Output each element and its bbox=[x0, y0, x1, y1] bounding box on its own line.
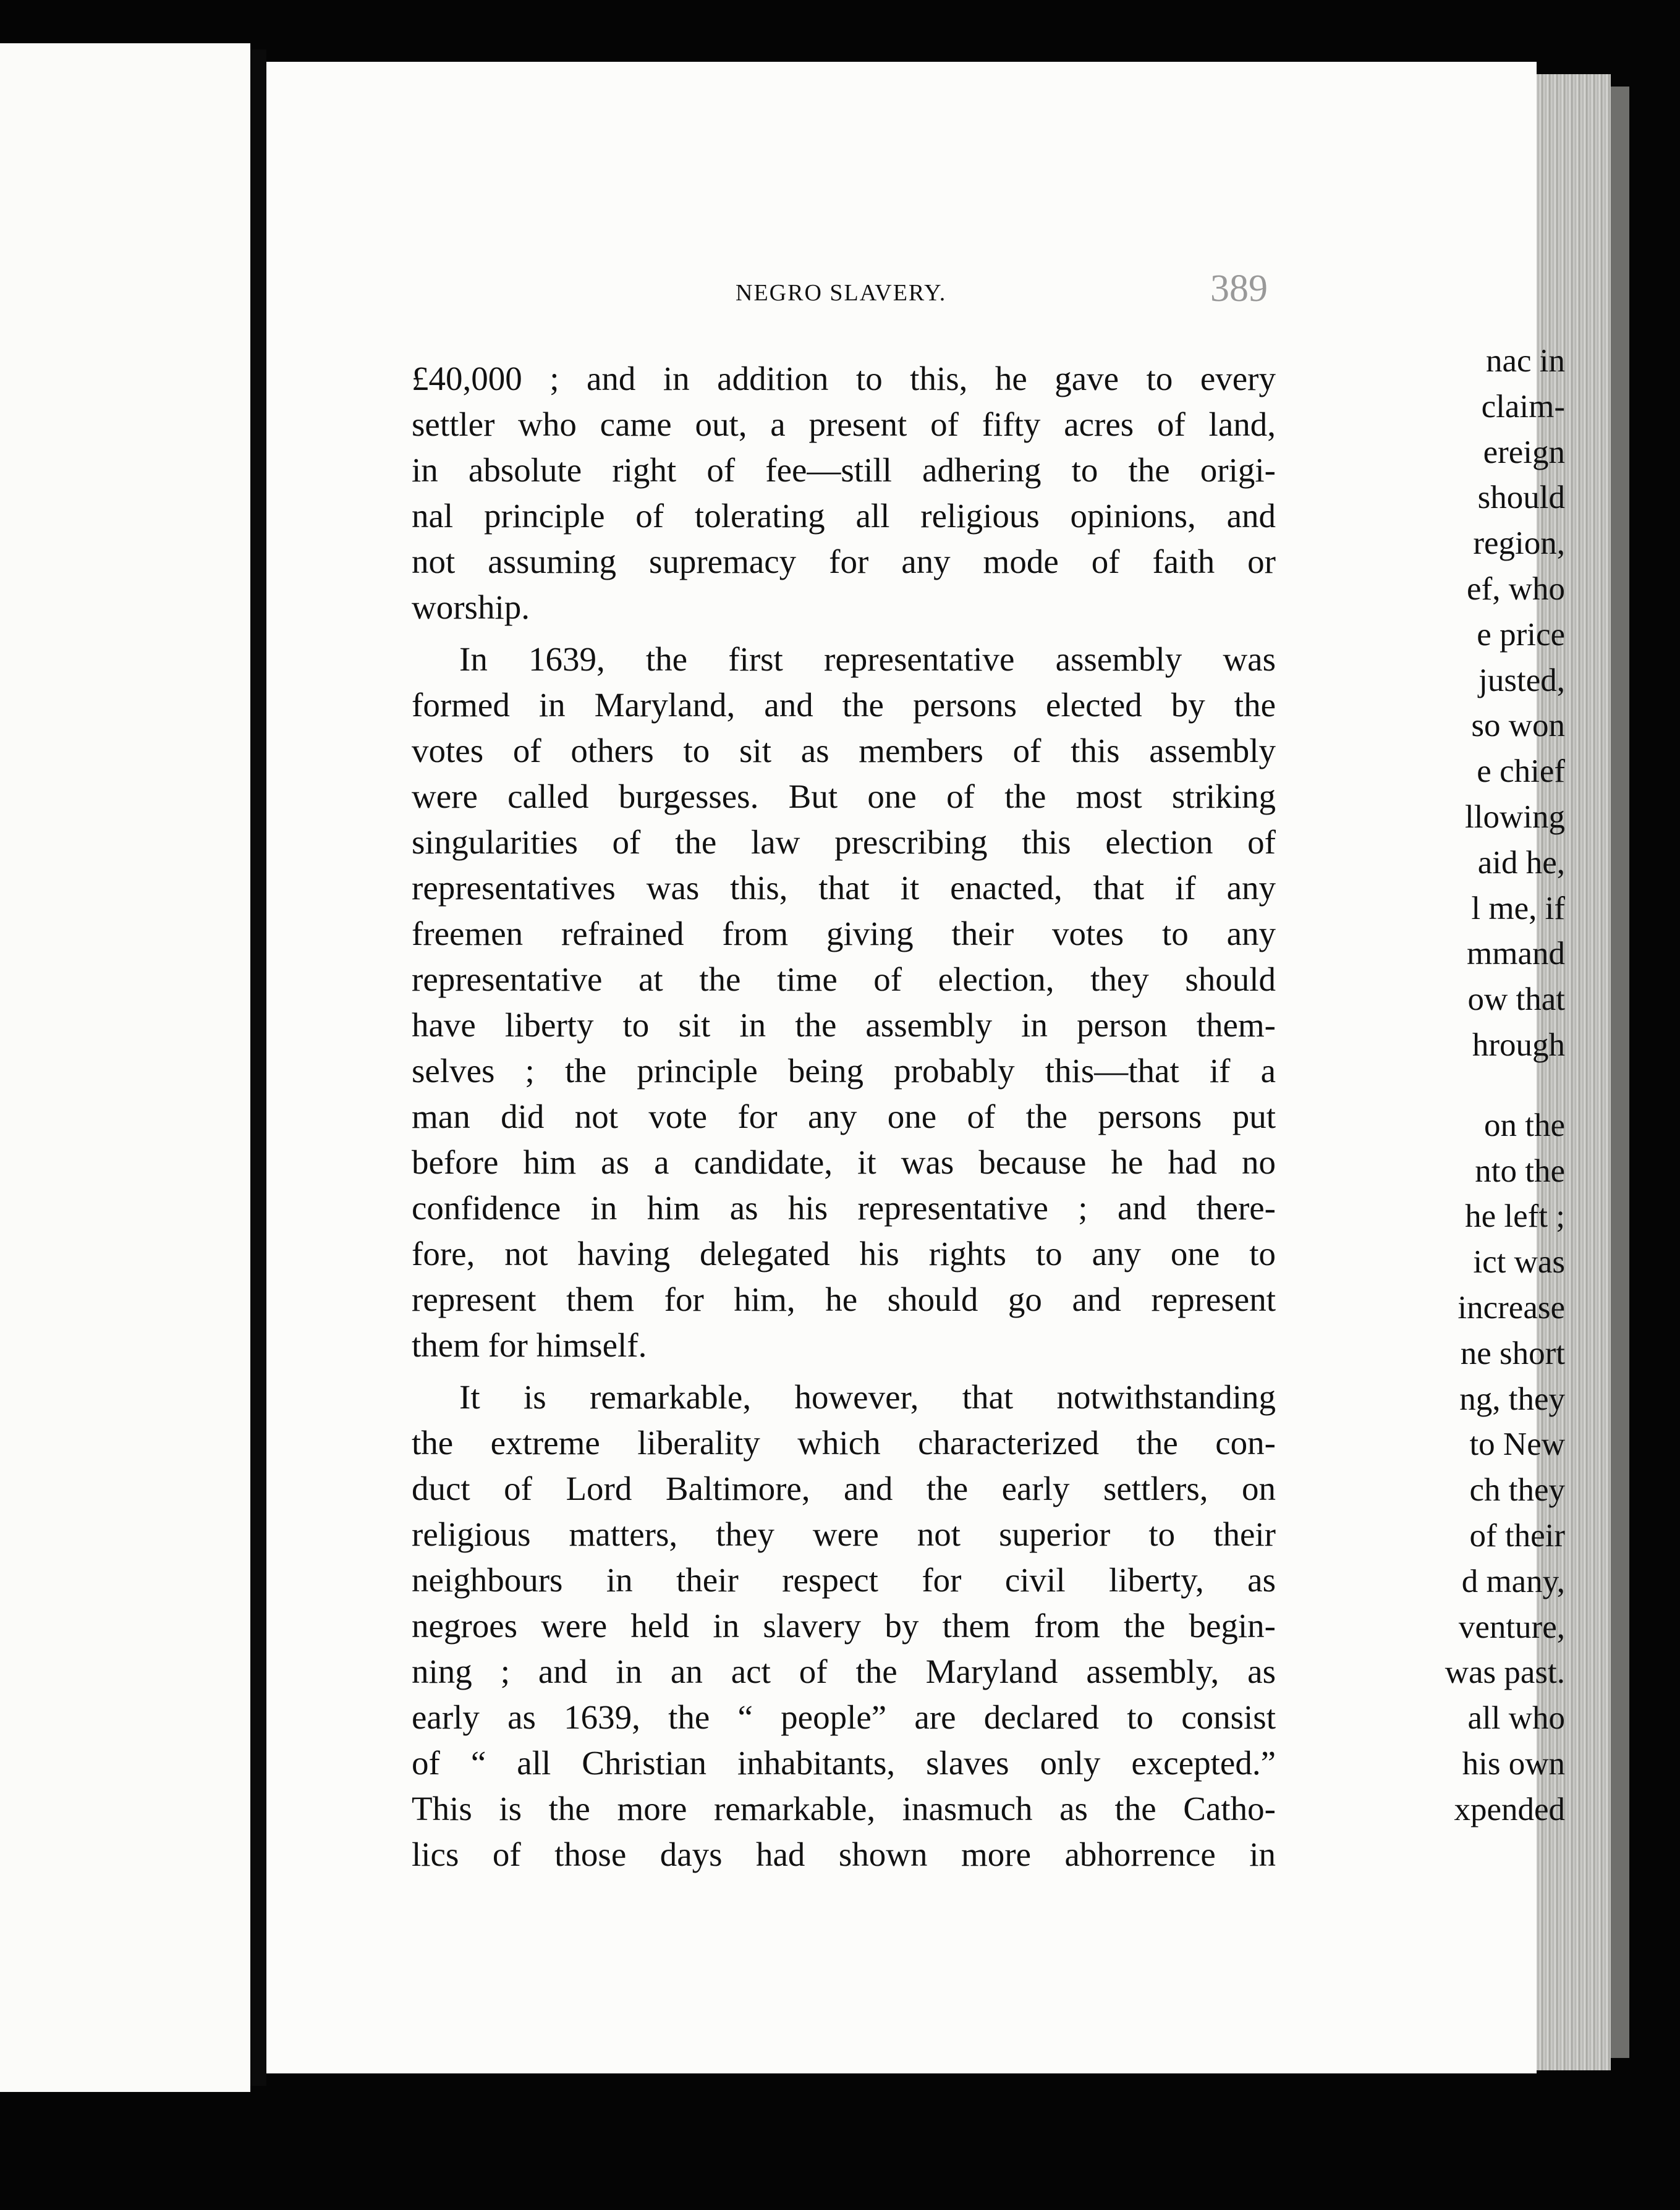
left-line: aid he, bbox=[1477, 844, 1565, 881]
text-line: singularities of the law prescribing this election of bbox=[412, 823, 1276, 861]
text-line: lics of those days had shown more abhorrence in bbox=[412, 1835, 1276, 1873]
book-gutter bbox=[250, 49, 266, 2086]
text-line: nal principle of tolerating all religious opinions, and bbox=[412, 497, 1276, 535]
page-edge-shadow bbox=[1611, 87, 1629, 2058]
text-line: ning ; and in an act of the Maryland assembly, as bbox=[412, 1653, 1276, 1690]
text-line: them for himself. bbox=[412, 1326, 647, 1364]
left-line: region, bbox=[1473, 525, 1565, 562]
left-line: ow that bbox=[1467, 981, 1565, 1018]
left-page-text bbox=[1361, 339, 1565, 1833]
left-line: increase bbox=[1457, 1289, 1565, 1326]
text-line: early as 1639, the “ people” are declared to consist bbox=[412, 1698, 1276, 1736]
text-line: neighbours in their respect for civil liberty, as bbox=[412, 1561, 1276, 1599]
left-line: he left ; bbox=[1465, 1198, 1565, 1235]
text-line: fore, not having delegated his rights to any one to bbox=[412, 1235, 1276, 1272]
text-line: formed in Maryland, and the persons elected by the bbox=[412, 686, 1276, 724]
text-line: representatives was this, that it enacted, that if any bbox=[412, 869, 1276, 907]
left-fragments-block-2 bbox=[1361, 1103, 1565, 1833]
text-line: duct of Lord Baltimore, and the early settlers, on bbox=[412, 1470, 1276, 1507]
left-line: all who bbox=[1467, 1700, 1565, 1737]
left-line: ef, who bbox=[1467, 570, 1565, 607]
text-line: have liberty to sit in the assembly in person them- bbox=[412, 1006, 1276, 1044]
running-head: NEGRO SLAVERY. bbox=[736, 280, 947, 306]
paragraph-3 bbox=[412, 1374, 1276, 1878]
text-line: man did not vote for any one of the persons put bbox=[412, 1098, 1276, 1135]
paragraph-gap bbox=[412, 630, 1276, 637]
left-line: his own bbox=[1462, 1745, 1565, 1782]
left-line: of their bbox=[1469, 1517, 1565, 1554]
text-line: selves ; the principle being probably this—that if a bbox=[412, 1052, 1276, 1090]
left-line: ng, they bbox=[1459, 1381, 1565, 1417]
text-line: negroes were held in slavery by them from the begin- bbox=[412, 1607, 1276, 1645]
text-line: This is the more remarkable, inasmuch as the Catho- bbox=[412, 1790, 1276, 1827]
text-line: votes of others to sit as members of this assembly bbox=[412, 732, 1276, 769]
paragraph-1 bbox=[412, 356, 1276, 630]
left-page bbox=[0, 43, 250, 2092]
text-line: £40,000 ; and in addition to this, he gave to every bbox=[412, 360, 1276, 397]
left-line: xpended bbox=[1454, 1791, 1565, 1827]
left-line: hrough bbox=[1472, 1027, 1565, 1063]
left-line: d many, bbox=[1461, 1563, 1565, 1599]
left-line: justed, bbox=[1478, 662, 1565, 698]
body-text bbox=[412, 356, 1276, 1878]
left-line: e price bbox=[1477, 616, 1565, 653]
left-line: mmand bbox=[1467, 936, 1565, 972]
left-line: e chief bbox=[1477, 753, 1565, 790]
left-line: llowing bbox=[1465, 798, 1565, 835]
text-line: It is remarkable, however, that notwithstanding bbox=[459, 1378, 1276, 1416]
left-line: ereign bbox=[1483, 434, 1565, 470]
left-line: was past. bbox=[1445, 1654, 1565, 1691]
text-line: settler who came out, a present of fifty acres of land, bbox=[412, 405, 1276, 443]
text-line: before him as a candidate, it was because he had no bbox=[412, 1143, 1276, 1181]
text-line: freemen refrained from giving their votes to any bbox=[412, 915, 1276, 952]
paragraph-gap bbox=[412, 1368, 1276, 1374]
text-line: the extreme liberality which characterized the con- bbox=[412, 1424, 1276, 1462]
left-line: to New bbox=[1469, 1426, 1565, 1463]
left-line: nto the bbox=[1475, 1153, 1565, 1189]
text-line: not assuming supremacy for any mode of faith or bbox=[412, 543, 1276, 580]
text-line: In 1639, the first representative assembly was bbox=[459, 640, 1276, 678]
left-line: should bbox=[1477, 480, 1565, 516]
left-line: ict was bbox=[1473, 1244, 1565, 1281]
left-line: nac in bbox=[1485, 343, 1565, 379]
left-paragraph-gap bbox=[1361, 1069, 1565, 1103]
left-line: on the bbox=[1484, 1107, 1565, 1143]
text-line: represent them for him, he should go and represent bbox=[412, 1281, 1276, 1318]
text-line: confidence in him as his representative ; and there- bbox=[412, 1189, 1276, 1227]
paragraph-2 bbox=[412, 637, 1276, 1368]
left-line: claim- bbox=[1481, 388, 1565, 425]
text-line: were called burgesses. But one of the most striking bbox=[412, 777, 1276, 815]
text-line: in absolute right of fee—still adhering to the origi- bbox=[412, 451, 1276, 489]
left-line: so won bbox=[1471, 708, 1565, 744]
text-line: religious matters, they were not superior to their bbox=[412, 1515, 1276, 1553]
text-line: worship. bbox=[412, 588, 530, 626]
left-line: l me, if bbox=[1471, 890, 1565, 926]
page-number: 389 bbox=[1210, 268, 1268, 310]
left-fragments-block-1 bbox=[1361, 339, 1565, 1069]
text-line: of “ all Christian inhabitants, slaves only excepted.” bbox=[412, 1744, 1276, 1782]
left-line: ne short bbox=[1460, 1335, 1565, 1371]
left-line: ch they bbox=[1469, 1472, 1565, 1509]
text-line: representative at the time of election, they should bbox=[412, 960, 1276, 998]
left-line: venture, bbox=[1458, 1609, 1565, 1645]
